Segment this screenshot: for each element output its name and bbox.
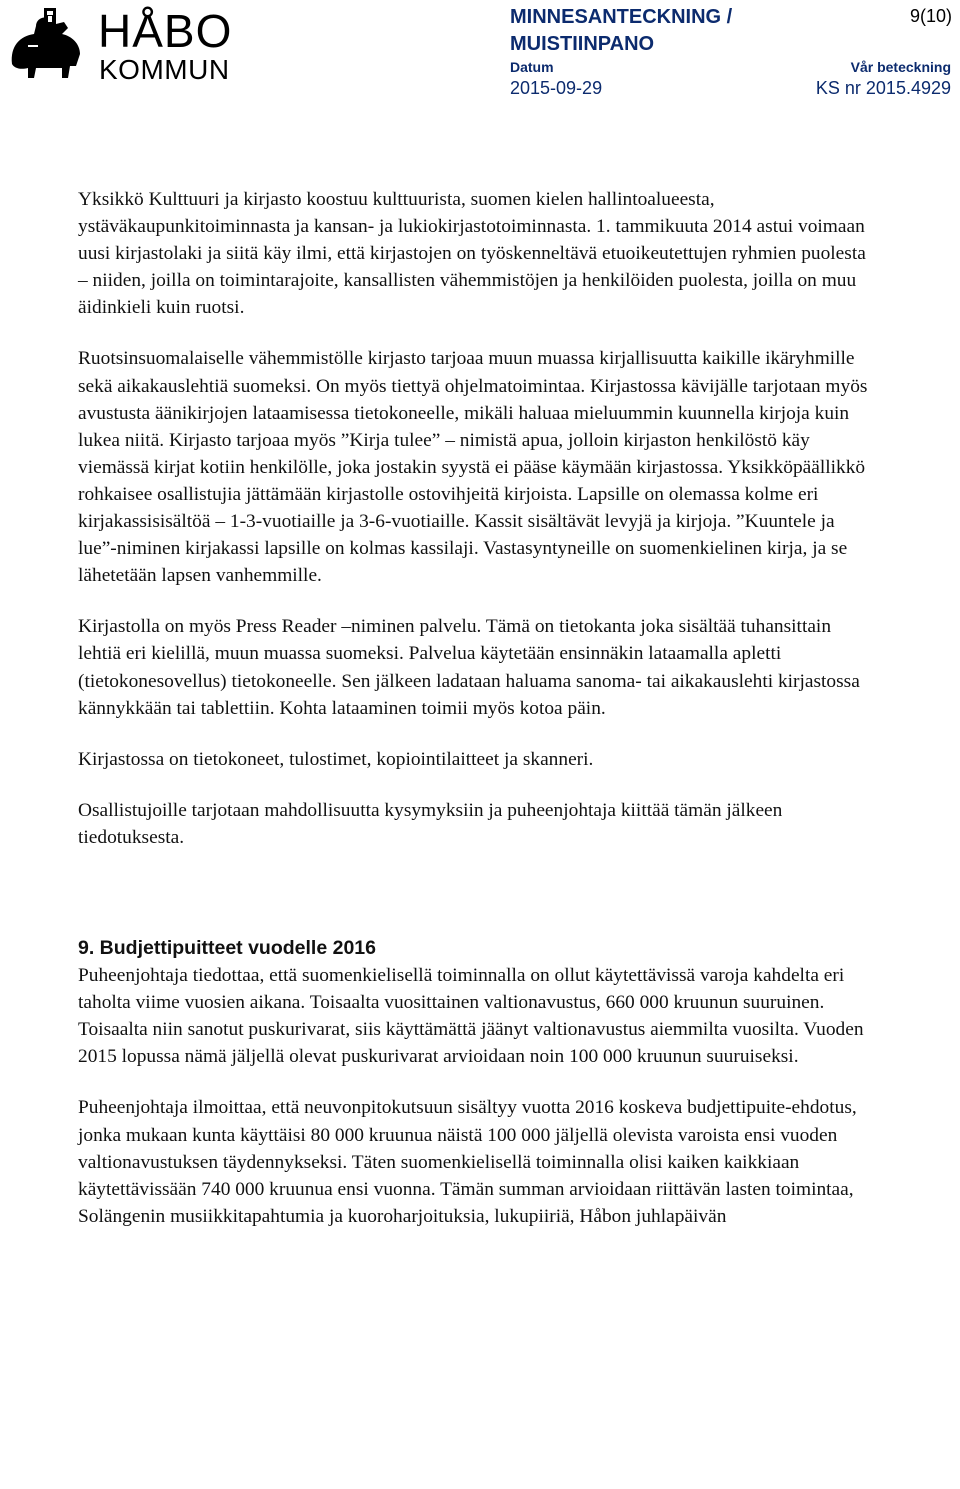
date-value: 2015-09-29 (510, 78, 603, 98)
habo-kommun-logo (6, 6, 234, 84)
paragraph: Kirjastossa on tietokoneet, tulostimet, kopiointilaitteet ja skanneri. (78, 748, 594, 770)
paragraph: Yksikkö Kulttuuri ja kirjasto koostuu kulttuurista, suomen kielen hallintoalueesta, ystäväkaupunkitoiminnasta ja kansan- ja lukiokirjastotoiminnasta. 1. tammikuuta 2014 astui voimaan uusi kirjastolaki ja siitä käy ilmi, että kirjastojen on työskenneltävä etuoikeutettujen ryhmien puolesta – niiden, joilla on toimintarajoite, kansallisten vähemmistöjen ja henkilöiden puolesta, joilla on muu äidinkieli kuin ruotsi. (78, 189, 866, 319)
page-number: 9(10) (909, 6, 952, 26)
logo-subtitle: KOMMUN (99, 54, 230, 85)
reference-value: KS nr 2015.4929 (815, 78, 951, 98)
logo-wordmark: HÅBO (98, 5, 233, 57)
paragraph: Puheenjohtaja tiedottaa, että suomenkielisellä toiminnalla on ollut käytettävissä varoja kahdelta eri taholta viime vuosien aikana. Toisaalta vuosittainen valtionavustus, 660 000 kruunun suuruinen. Toisaalta niin sanotut puskurivarat, siis käyttämättä jäänyt valtionavustus aiemmilta vuosilta. Vuoden 2015 lopussa nämä jäljellä olevat puskurivarat arvioidaan noin 100 000 kruunun suuruiseksi. (78, 965, 864, 1068)
paragraph: Puheenjohtaja ilmoittaa, että neuvonpitokutsuun sisältyy vuotta 2016 koskeva budjettipuite-ehdotus, jonka mukaan kunta käyttäisi 80 000 kruunua näistä 100 000 jäljellä olevista varoista ensi vuoden valtionavustuksen täydennykseksi. Täten suomenkielisellä toiminnalla olisi kaiken kaikkiaan käytettävissään 740 000 kruunua ensi vuonna. Tämän summan arvioidaan riittävän lasten toimintaa, Solängenin musiikkitapahtumia ja kuoroharjoituksia, lukupiiriä, Håbon juhlapäivän (78, 1097, 857, 1227)
lamb-emblem-icon (6, 6, 96, 84)
document-type: MINNESANTECKNING / MUISTIINPANO (510, 6, 733, 55)
spacer (78, 875, 878, 935)
document-body (78, 186, 878, 1254)
reference-label: Vår beteckning (850, 59, 951, 75)
paragraph: Osallistujoille tarjotaan mahdollisuutta kysymyksiin ja puheenjohtaja kiittää tämän jälkeen tiedotuksesta. (78, 799, 783, 848)
section-heading: 9. Budjettipuitteet vuodelle 2016 (78, 936, 376, 959)
date-label: Datum (510, 59, 554, 75)
paragraph: Kirjastolla on myös Press Reader –niminen palvelu. Tämä on tietokanta joka sisältää tuhansittain lehtiä eri kielillä, muun muassa suomeksi. Palvelua käytetään ensinnäkin lataamalla apletti (tietokonesovellus) tietokoneelle. Sen jälkeen ladataan haluama sanoma- tai aikakauslehti kirjastossa kännykkään tai tablettiin. Kohta lataaminen toimii myös kotoa päin. (78, 616, 860, 719)
paragraph: Ruotsinsuomalaiselle vähemmistölle kirjasto tarjoaa muun muassa kirjallisuutta kaikille ikäryhmille sekä aikakauslehtiä suomeksi. On myös tiettyä ohjelmatoimintaa. Kirjastossa kävijälle tarjotaan myös avustusta äänikirjojen lataamisessa tietokoneelle, mikäli haluaa mieluummin kuunnella kirjoja kuin lukea niitä. Kirjasto tarjoaa myös ”Kirja tulee” – nimistä apua, jolloin kirjaston henkilöstö käy viemässä kirjat kotiin henkilölle, joka jostakin syystä ei pääse käymään kirjastossa. Yksikköpäällikkö rohkaisee osallistujia jättämään kirjastolle ostovihjeitä kirjoista. Lapsille on olemassa kolme eri kirjakassisisältöä – 1-3-vuotiaille ja 3-6-vuotiaille. Kassit sisältävät levyjä ja kirjoja. ”Kuuntele ja lue”-niminen kirjakassi lapsille on kolmas kassilaji. Vastasyntyneille on suomenkielinen kirja, ja se lähetetään lapsen vanhemmille. (78, 348, 868, 587)
